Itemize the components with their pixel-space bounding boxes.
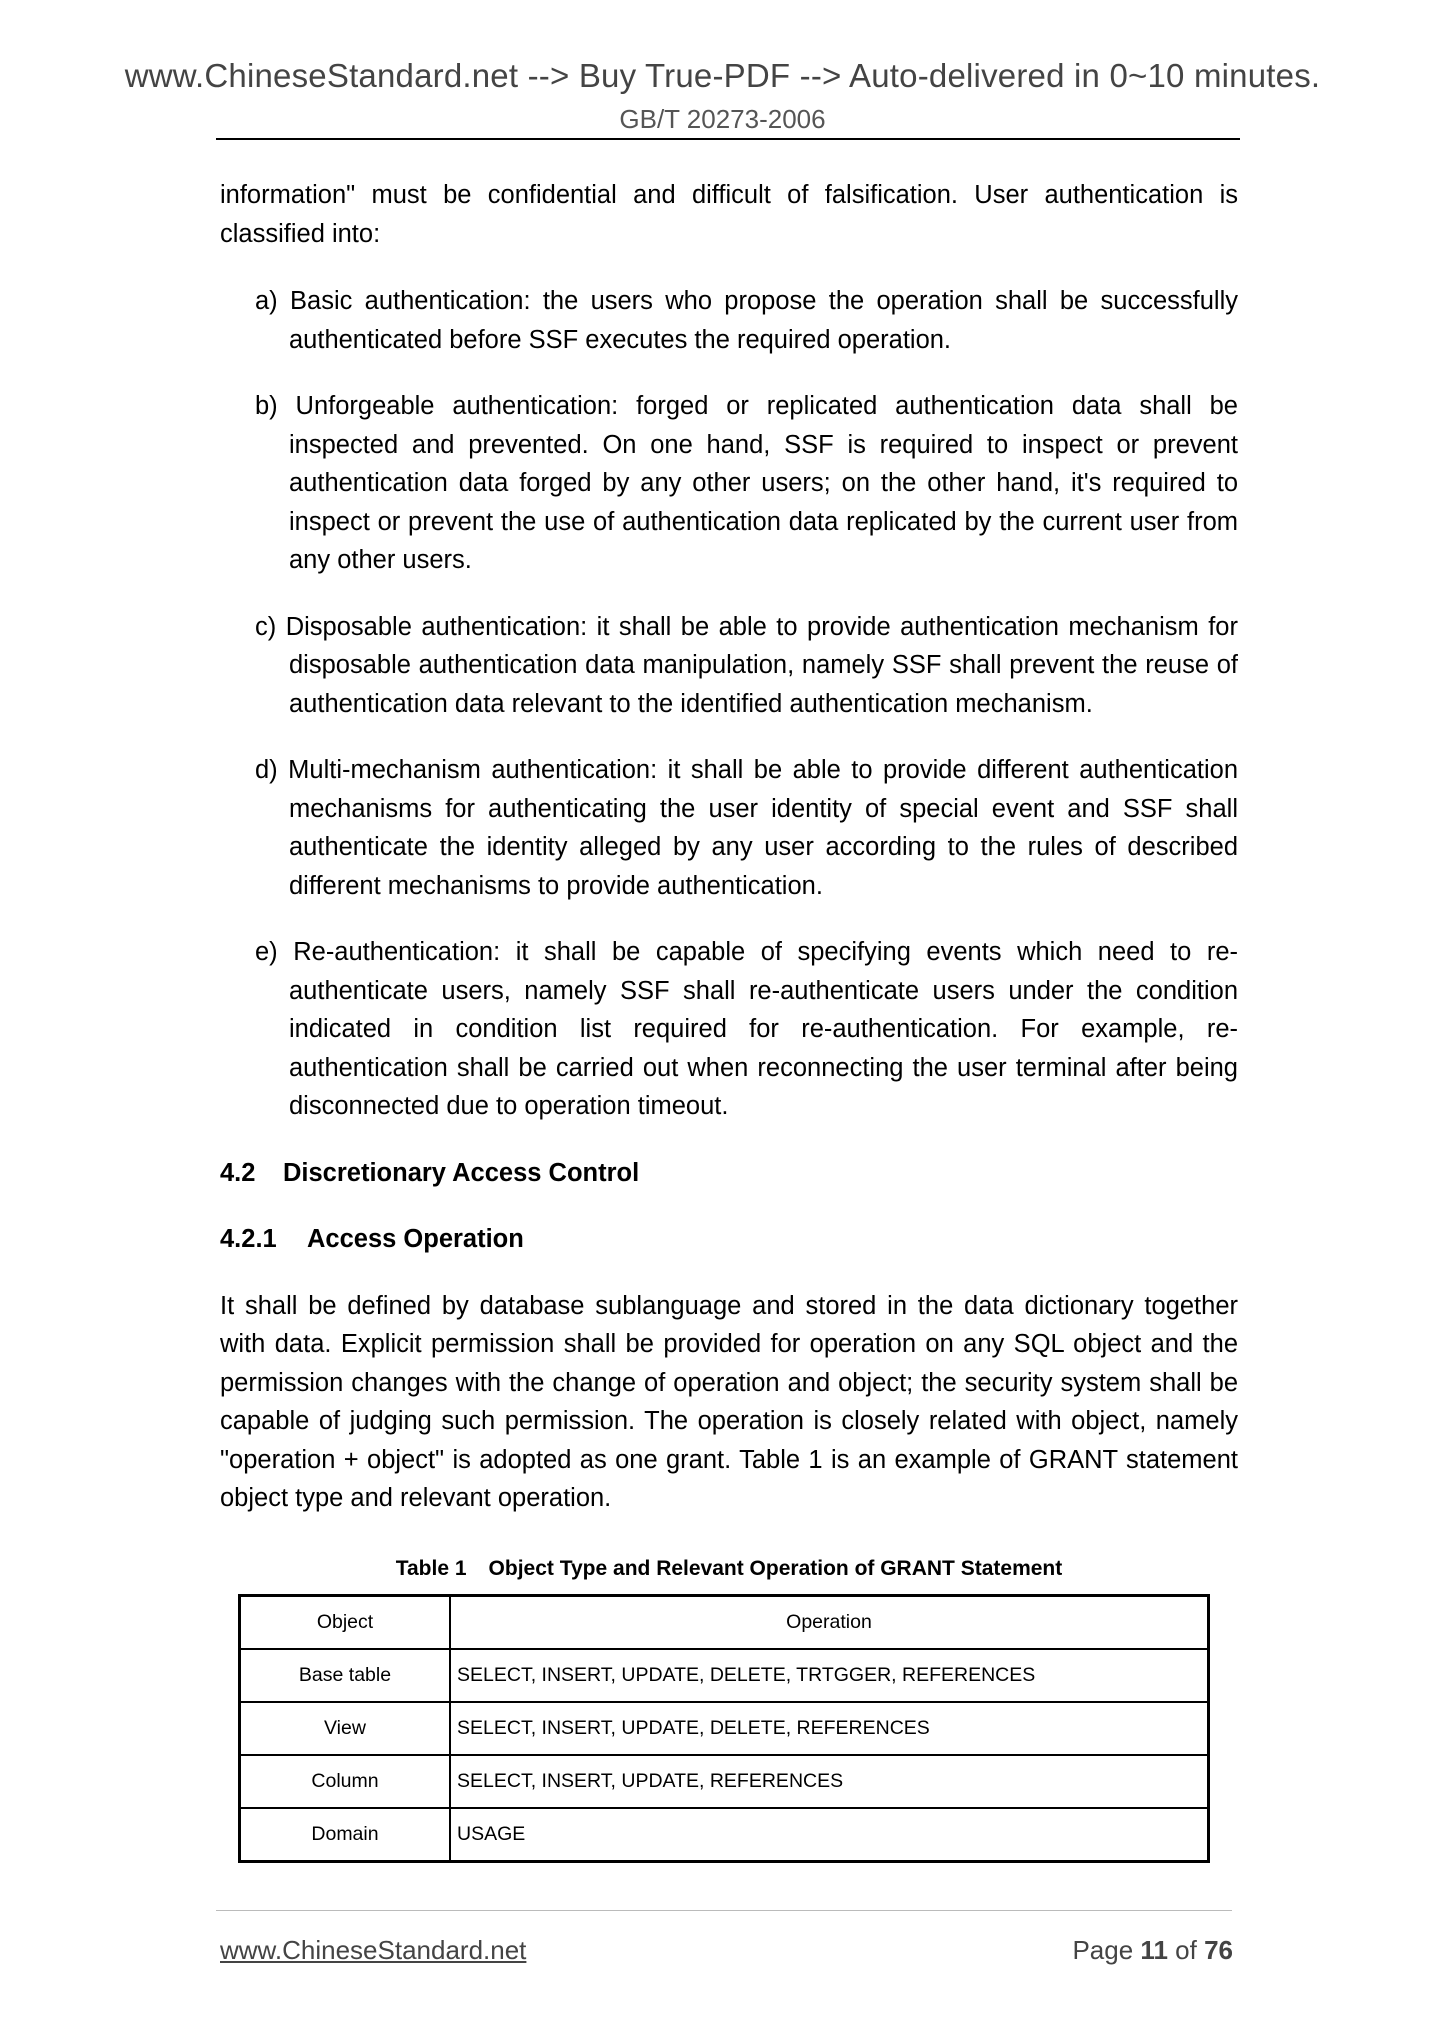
table-cell-operation: SELECT, INSERT, UPDATE, DELETE, REFERENCES bbox=[450, 1702, 1209, 1755]
table-row bbox=[240, 1649, 1209, 1702]
list-item-text: Unforgeable authentication: forged or replicated authentication data shall be inspected and prevented. On one hand, SSF is required to inspect or prevent authentication data forged by any other users; on the other hand, it's required to inspect or prevent the use of authentication data replicated by the current user from any other users. bbox=[289, 392, 1238, 574]
section-title: Discretionary Access Control bbox=[283, 1158, 640, 1187]
section-heading-4-2 bbox=[220, 1154, 1238, 1193]
grant-object-table bbox=[238, 1594, 1210, 1863]
list-marker: e) bbox=[255, 938, 278, 966]
document-body bbox=[220, 176, 1238, 1863]
standard-number: GB/T 20273-2006 bbox=[619, 104, 826, 134]
page-indicator bbox=[1072, 1934, 1233, 1966]
section-heading-4-2-1 bbox=[220, 1220, 1238, 1259]
table-caption bbox=[220, 1554, 1238, 1584]
list-item bbox=[255, 751, 1238, 905]
page-prefix: Page bbox=[1072, 1935, 1134, 1965]
table-row bbox=[240, 1702, 1209, 1755]
page-total: 76 bbox=[1204, 1935, 1233, 1965]
table-cell-object: Domain bbox=[240, 1808, 451, 1862]
list-marker: d) bbox=[255, 756, 278, 784]
intro-paragraph: information" must be confidential and difficult of falsification. User authentication is classified into: bbox=[220, 181, 1238, 248]
table-cell-operation: SELECT, INSERT, UPDATE, DELETE, TRTGGER, REFERENCES bbox=[450, 1649, 1209, 1702]
section-title: Access Operation bbox=[307, 1225, 524, 1253]
list-item-text: Re-authentication: it shall be capable of specifying events which need to re-authenticate users, namely SSF shall re-authenticate users under the condition indicated in condition list required for re-authentication. For example, re-authentication shall be carried out when reconnecting the user terminal after being disconnected due to operation timeout. bbox=[289, 938, 1238, 1120]
list-marker: c) bbox=[255, 612, 277, 641]
authentication-list bbox=[220, 282, 1238, 1126]
page-current: 11 bbox=[1140, 1935, 1168, 1965]
table-cell-object: Base table bbox=[240, 1649, 451, 1702]
column-header-operation: Operation bbox=[450, 1595, 1209, 1649]
list-item-text: Multi-mechanism authentication: it shall be able to provide different authentication mechanisms for authenticating the user identity of special event and SSF shall authenticate the identity alleged by any user according to the rules of described different mechanisms to provide authentication. bbox=[288, 756, 1238, 900]
list-item bbox=[255, 282, 1238, 359]
access-operation-paragraph: It shall be defined by database sublanguage and stored in the data dictionary together with data. Explicit permission shall be provided for operation on any SQL object and the permission changes with the change of operation and object; the security system shall be capable of judging such permission. The operation is closely related with object, namely "operation + object" is adopted as one grant. Table 1 is an example of GRANT statement object type and relevant operation. bbox=[220, 1291, 1238, 1512]
table-caption-number: Table 1 bbox=[395, 1556, 467, 1580]
table-cell-object: Column bbox=[240, 1755, 451, 1808]
table-header-row bbox=[240, 1595, 1209, 1649]
top-banner: www.ChineseStandard.net --> Buy True-PDF --> Auto-delivered in 0~10 minutes. bbox=[124, 57, 1321, 94]
list-marker: a) bbox=[255, 287, 278, 315]
list-marker: b) bbox=[255, 392, 278, 420]
list-item-text: Basic authentication: the users who propose the operation shall be successfully authenticated before SSF executes the required operation. bbox=[289, 287, 1238, 354]
page-of: of bbox=[1175, 1935, 1197, 1965]
header-divider bbox=[216, 138, 1240, 140]
table-row bbox=[240, 1808, 1209, 1862]
table-cell-operation: USAGE bbox=[450, 1808, 1209, 1862]
section-number: 4.2.1 bbox=[220, 1225, 277, 1253]
footer-website-link[interactable]: www.ChineseStandard.net bbox=[220, 1935, 527, 1965]
list-item bbox=[255, 933, 1238, 1126]
table-cell-operation: SELECT, INSERT, UPDATE, REFERENCES bbox=[450, 1755, 1209, 1808]
column-header-object: Object bbox=[240, 1595, 451, 1649]
list-item bbox=[255, 608, 1238, 724]
section-number: 4.2 bbox=[220, 1158, 256, 1187]
list-item-text: Disposable authentication: it shall be able to provide authentication mechanism for disposable authentication data manipulation, namely SSF shall prevent the reuse of authentication data relevant to the identified authentication mechanism. bbox=[285, 612, 1238, 718]
table-cell-object: View bbox=[240, 1702, 451, 1755]
list-item bbox=[255, 387, 1238, 580]
table-row bbox=[240, 1755, 1209, 1808]
footer-divider bbox=[216, 1910, 1232, 1911]
table-caption-title: Object Type and Relevant Operation of GRANT Statement bbox=[488, 1556, 1063, 1580]
